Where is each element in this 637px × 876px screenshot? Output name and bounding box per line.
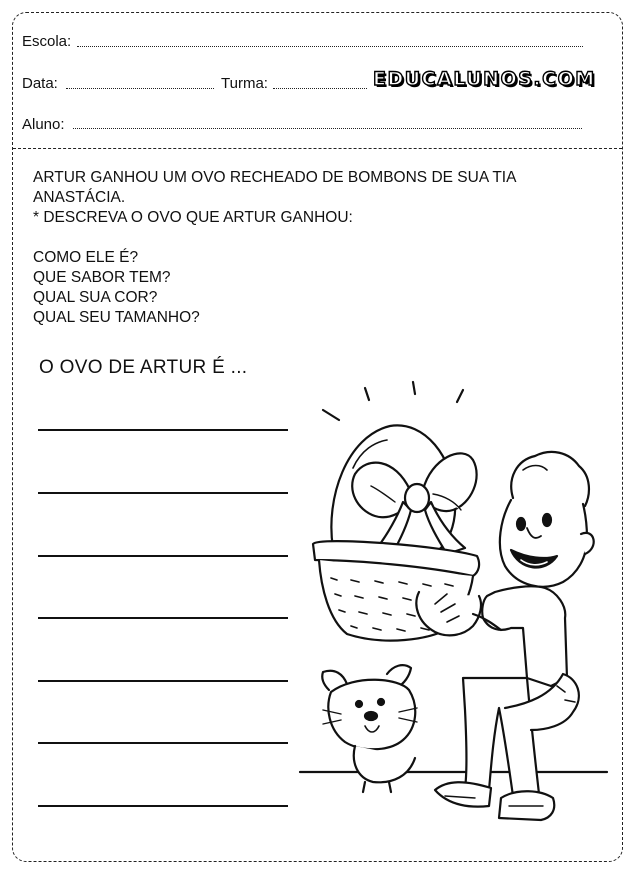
- question-3: QUAL SUA COR?: [33, 289, 158, 306]
- question-1: COMO ELE É?: [33, 249, 139, 266]
- answer-line-1[interactable]: [38, 429, 288, 431]
- data-label: Data:: [22, 75, 58, 92]
- instruction-line-2: ANASTÁCIA.: [33, 189, 126, 206]
- ribbon-bow-icon: [352, 453, 476, 556]
- turma-field[interactable]: [273, 88, 367, 89]
- data-field[interactable]: [66, 88, 214, 89]
- question-2: QUE SABOR TEM?: [33, 269, 171, 286]
- boy-with-easter-egg-illustration: [295, 378, 615, 850]
- instruction-line-1: ARTUR GANHOU UM OVO RECHEADO DE BOMBONS DE SUA TIA: [33, 169, 517, 186]
- answer-line-2[interactable]: [38, 492, 288, 494]
- aluno-field[interactable]: [73, 128, 582, 129]
- escola-field[interactable]: [77, 46, 583, 47]
- answer-line-3[interactable]: [38, 555, 288, 557]
- header-separator: [13, 148, 622, 149]
- answer-line-7[interactable]: [38, 805, 288, 807]
- answer-line-4[interactable]: [38, 617, 288, 619]
- turma-label: Turma:: [221, 75, 268, 92]
- sparkle-lines-icon: [323, 382, 463, 420]
- answer-line-5[interactable]: [38, 680, 288, 682]
- escola-label: Escola:: [22, 33, 72, 50]
- educalunos-logo: EDUCALUNOS.COM: [373, 68, 596, 90]
- answer-prompt: O OVO DE ARTUR É ...: [39, 357, 248, 378]
- instruction-line-3: * DESCREVA O OVO QUE ARTUR GANHOU:: [33, 209, 353, 226]
- aluno-label: Aluno:: [22, 116, 65, 133]
- question-4: QUAL SEU TAMANHO?: [33, 309, 200, 326]
- answer-line-6[interactable]: [38, 742, 288, 744]
